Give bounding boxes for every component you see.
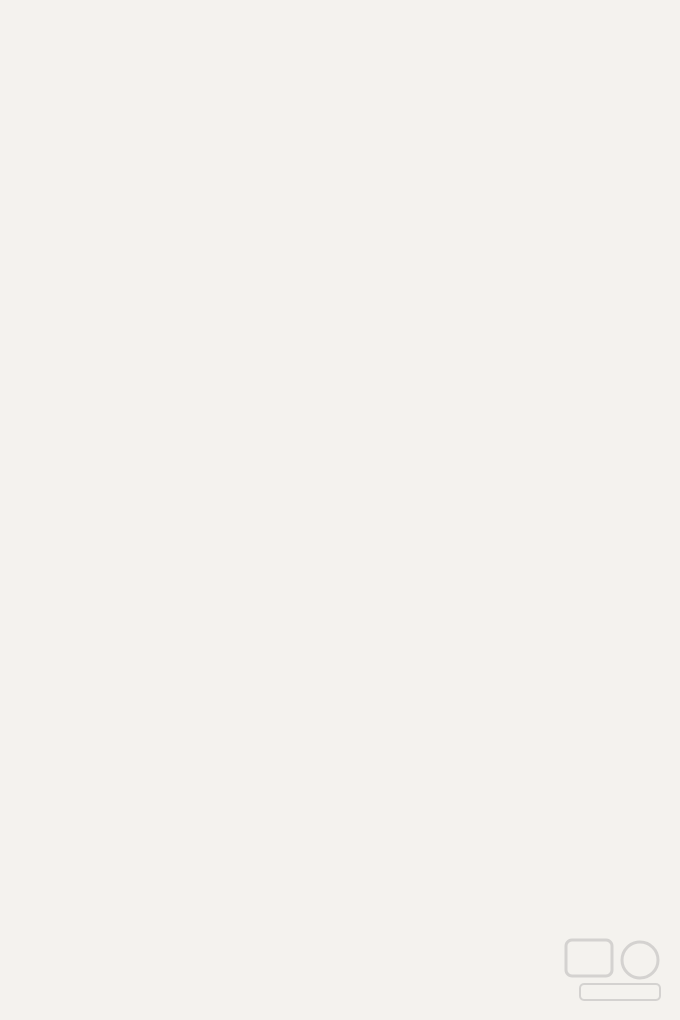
site-logo-icon (560, 930, 670, 1010)
watermark-text (110, 464, 580, 496)
